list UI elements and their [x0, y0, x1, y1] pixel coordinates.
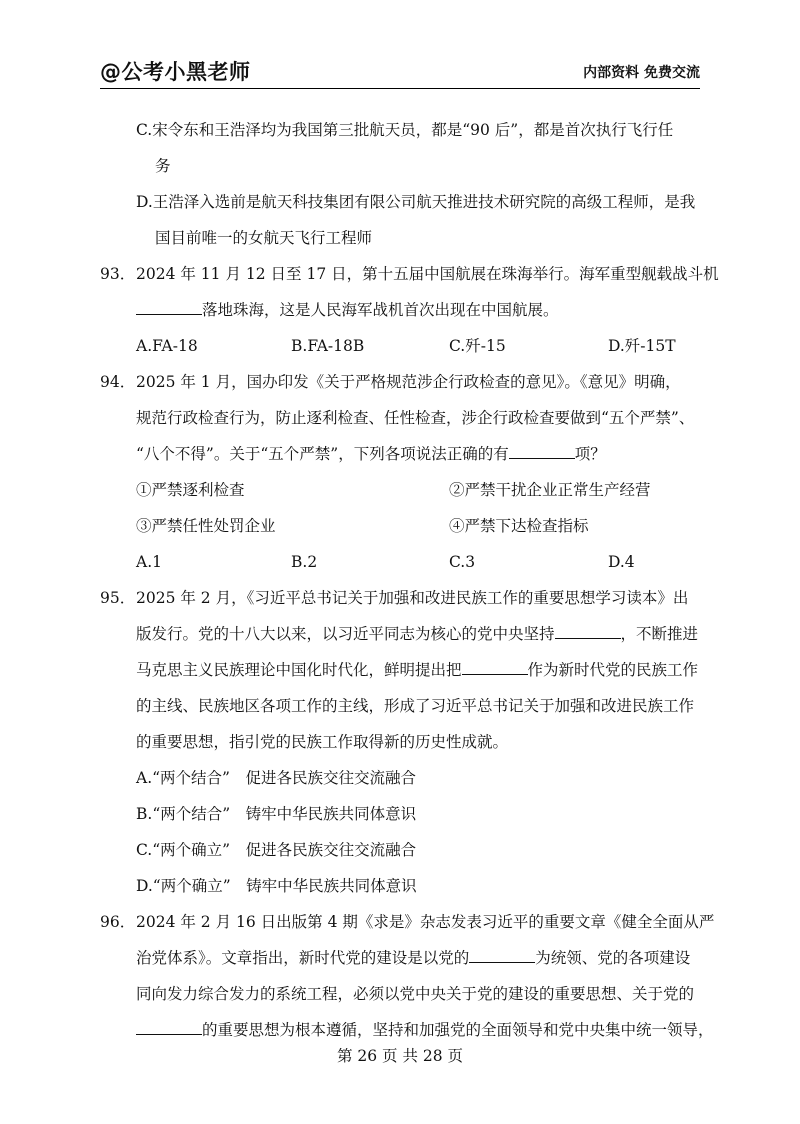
q94-option-c: C.3: [449, 553, 476, 571]
q93-option-d: D.歼-15T: [608, 337, 676, 355]
answer-blank: [136, 1020, 202, 1035]
q95-option-c: C.“两个确立” 促进各民族交往交流融合: [136, 841, 417, 859]
q95-line4: 的主线、民族地区各项工作的主线，形成了习近平总书记关于加强和改进民族工作: [136, 697, 695, 715]
q95-option-a: A.“两个结合” 促进各民族交往交流融合: [136, 769, 416, 787]
q92-option-d-line1: D.王浩泽入选前是航天科技集团有限公司航天推进技术研究院的高级工程师，是我: [136, 193, 696, 211]
q96-number: 96．: [100, 913, 136, 931]
q93-line1: 2024 年 11 月 12 日至 17 日，第十五届中国航展在珠海举行。海军重型舰载战斗机: [136, 265, 719, 283]
q94-item-1: ①严禁逐利检查: [136, 481, 245, 499]
answer-blank: [136, 300, 202, 315]
q94-item-4: ④严禁下达检查指标: [449, 517, 589, 535]
brand-title: @公考小黑老师: [100, 60, 251, 84]
page-footer: 第 26 页 共 28 页: [336, 1047, 464, 1065]
q94-item-2: ②严禁干扰企业正常生产经营: [449, 481, 651, 499]
header-tag: 内部资料 免费交流: [583, 65, 700, 81]
q95-line3: 马克思主义民族理论中国化时代化，鲜明提出把 作为新时代党的民族工作: [136, 661, 699, 679]
q94-option-a: A.1: [136, 553, 162, 571]
q94-option-d: D.4: [608, 553, 635, 571]
q95-option-d: D.“两个确立” 铸牢中华民族共同体意识: [136, 877, 417, 895]
q94-line1: 2025 年 1 月，国办印发《关于严格规范涉企行政检查的意见》。《意见》明确，: [136, 373, 681, 391]
q94-number: 94．: [100, 373, 136, 391]
q95-line5: 的重要思想，指引党的民族工作取得新的历史性成就。: [136, 733, 509, 751]
q93-option-b: B.FA-18B: [291, 337, 365, 355]
q96-line2: 治党体系》。文章指出，新时代党的建设是以党的 为统领、党的各项建设: [136, 949, 691, 967]
q94-item-3: ③严禁任性处罚企业: [136, 517, 276, 535]
q95-line1: 2025 年 2 月，《习近平总书记关于加强和改进民族工作的重要思想学习读本》出: [136, 589, 689, 607]
answer-blank: [462, 660, 528, 675]
q93-option-a: A.FA-18: [136, 337, 198, 355]
q95-number: 95．: [100, 589, 136, 607]
q95-line2: 版发行。党的十八大以来，以习近平同志为核心的党中央坚持 ，不断推进: [136, 625, 699, 643]
q94-option-b: B.2: [291, 553, 318, 571]
q96-line3: 同向发力综合发力的系统工程，必须以党中央关于党的建设的重要思想、关于党的: [136, 985, 695, 1003]
answer-blank: [469, 948, 535, 963]
q96-line4: 的重要思想为根本遵循，坚持和加强党的全面领导和党中央集中统一领导，: [136, 1020, 714, 1040]
q92-option-c-line2: 务: [155, 157, 171, 175]
q95-option-b: B.“两个结合” 铸牢中华民族共同体意识: [136, 805, 417, 823]
q92-option-d-line2: 国目前唯一的女航天飞行工程师: [155, 229, 373, 247]
q92-option-c-line1: C.宋令东和王浩泽均为我国第三批航天员，都是“90 后”，都是首次执行飞行任: [136, 121, 674, 139]
q96-line1: 2024 年 2 月 16 日出版第 4 期《求是》杂志发表习近平的重要文章《健全全面从严: [136, 913, 715, 931]
q94-line3: “八个不得”。关于“五个严禁”，下列各项说法正确的有 项？: [136, 445, 606, 463]
q94-line2: 规范行政检查行为，防止逐利检查、任性检查，涉企行政检查要做到“五个严禁”、: [136, 409, 695, 427]
q93-option-c: C.歼-15: [449, 337, 506, 355]
answer-blank: [509, 444, 575, 459]
q93-number: 93．: [100, 265, 136, 283]
answer-blank: [555, 624, 621, 639]
page-header: [100, 60, 700, 89]
q93-line2: 落地珠海，这是人民海军战机首次出现在中国航展。: [136, 300, 559, 320]
